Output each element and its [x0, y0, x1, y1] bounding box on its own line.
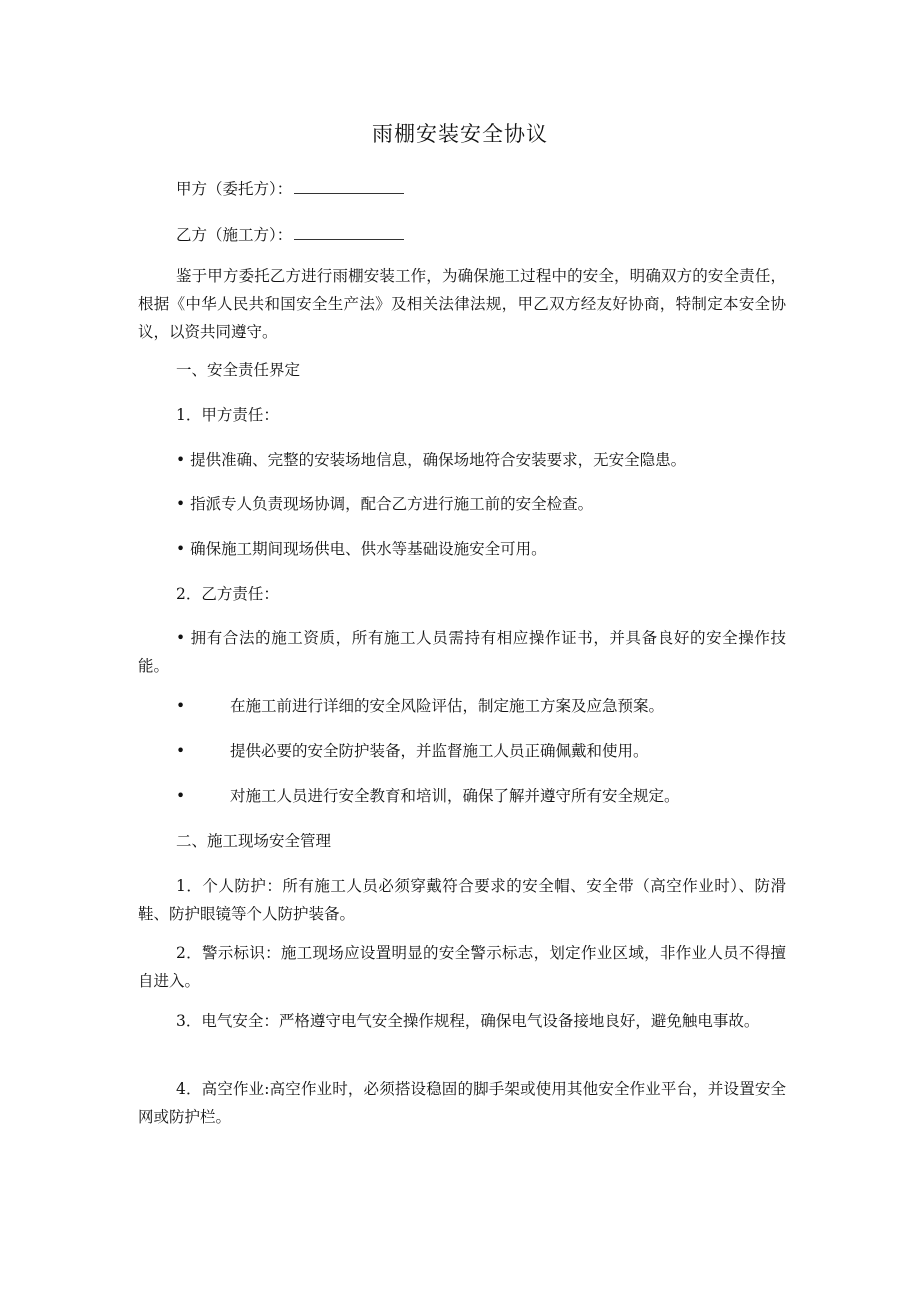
- section-2-heading: 二、施工现场安全管理: [176, 832, 332, 850]
- bullet-marker: •: [176, 697, 186, 715]
- party-b-item: 提供必要的安全防护装备，并监督施工人员正确佩戴和使用。: [230, 742, 649, 760]
- party-a-responsibility-heading: 1．甲方责任：: [176, 406, 279, 424]
- site-safety-item: 4．高空作业:高空作业时，必须搭设稳固的脚手架或使用其他安全作业平台，并设置安全网或防护栏。: [138, 1080, 786, 1126]
- party-b-label: 乙方（施工方）：: [176, 226, 293, 244]
- party-a-item: • 指派专人负责现场协调，配合乙方进行施工前的安全检查。: [176, 495, 594, 513]
- party-b-item: 在施工前进行详细的安全风险评估，制定施工方案及应急预案。: [230, 697, 665, 715]
- party-a-item: • 提供准确、完整的安装场地信息，确保场地符合安装要求，无安全隐患。: [176, 451, 687, 469]
- party-b-item: 对施工人员进行安全教育和培训，确保了解并遵守所有安全规定。: [230, 787, 680, 805]
- party-a-label: 甲方（委托方）：: [176, 180, 293, 198]
- bullet-marker: •: [176, 742, 186, 760]
- section-1-heading: 一、安全责任界定: [176, 361, 301, 379]
- party-b-item: • 拥有合法的施工资质，所有施工人员需持有相应操作证书，并具备良好的安全操作技能。: [138, 629, 786, 675]
- site-safety-item: 1．个人防护：所有施工人员必须穿戴符合要求的安全帽、安全带（高空作业时）、防滑鞋、防护眼镜等个人防护装备。: [138, 877, 786, 923]
- document-title: 雨棚安装安全协议: [372, 122, 548, 146]
- party-b-responsibility-heading: 2．乙方责任：: [176, 585, 279, 603]
- site-safety-item: 3．电气安全：严格遵守电气安全操作规程，确保电气设备接地良好，避免触电事故。: [176, 1012, 760, 1030]
- party-b-blank: [294, 225, 404, 240]
- party-a-item: • 确保施工期间现场供电、供水等基础设施安全可用。: [176, 540, 547, 558]
- party-a-line: [176, 175, 404, 203]
- party-b-line: [176, 221, 404, 249]
- bullet-marker: •: [176, 787, 186, 805]
- intro-paragraph: 鉴于甲方委托乙方进行雨棚安装工作，为确保施工过程中的安全，明确双方的安全责任，根据《中华人民共和国安全生产法》及相关法律法规，甲乙双方经友好协商，特制定本安全协议，以资共同遵守。: [138, 267, 786, 341]
- site-safety-item: 2．警示标识：施工现场应设置明显的安全警示标志，划定作业区域，非作业人员不得擅自进入。: [138, 944, 786, 990]
- party-a-blank: [294, 179, 404, 194]
